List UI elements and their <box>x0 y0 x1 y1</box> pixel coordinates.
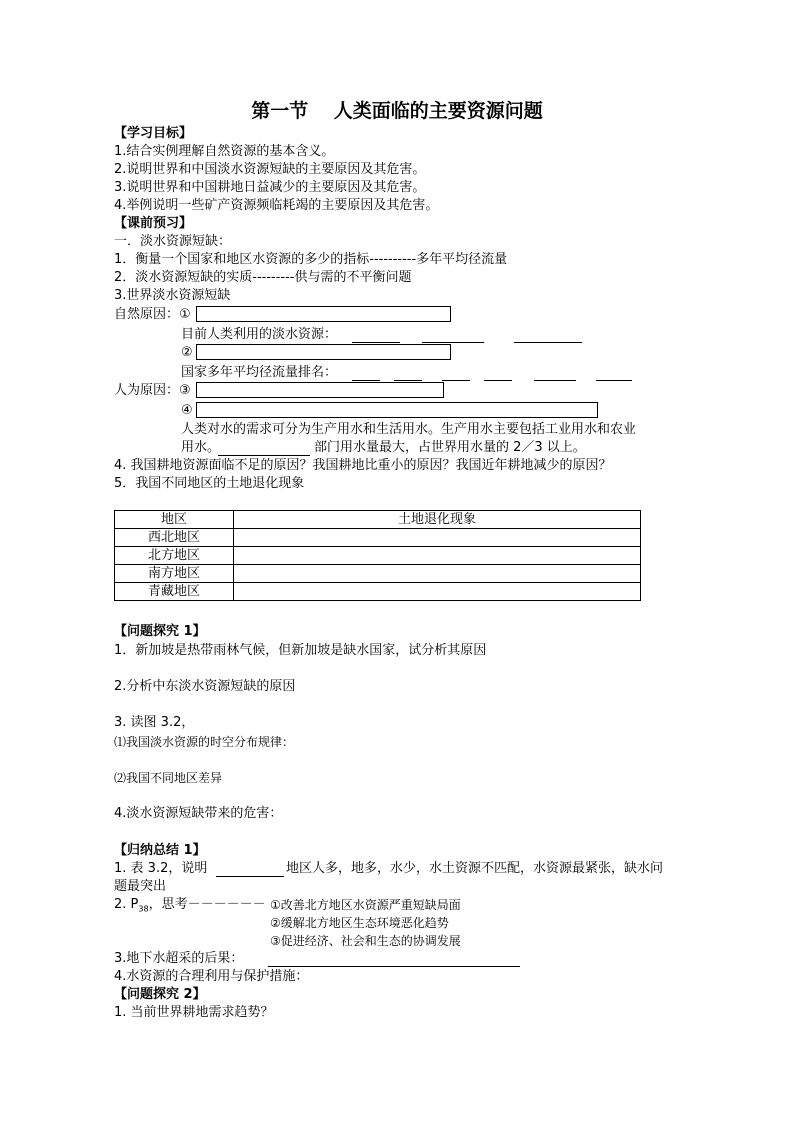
preview-line-4: 4. 我国耕地资源面临不足的原因？我国耕地比重小的原因？我国近年耕地减少的原因？ <box>114 458 612 473</box>
summary1-line-3: 3.地下水超采的后果： <box>114 951 244 966</box>
table-cell-answer[interactable] <box>234 565 641 583</box>
blank-rank-4[interactable] <box>484 379 512 381</box>
explore1-q2: 2.分析中东淡水资源短缺的原因 <box>114 679 296 694</box>
table-row <box>115 547 641 565</box>
page-title: 第一节 人类面临的主要资源问题 <box>251 100 543 122</box>
blank-region[interactable] <box>216 875 284 877</box>
table-row <box>115 529 641 547</box>
table-header-phenomenon: 土地退化现象 <box>234 511 641 529</box>
preview-header: 【课前预习】 <box>114 216 193 231</box>
preview-line-1: 1．衡量一个国家和地区水资源的多少的指标----------多年平均径流量 <box>114 252 508 267</box>
demand-line-2b: 部门用水量最大，占世界用水量的 2／3 以上。 <box>314 440 586 455</box>
blank-groundwater[interactable] <box>268 965 520 967</box>
summary1-p38 <box>114 896 266 919</box>
blank-rank-3[interactable] <box>442 379 470 381</box>
goals-header: 【学习目标】 <box>114 126 193 141</box>
goal-item-1: 1.结合实例理解自然资源的基本含义。 <box>114 144 335 159</box>
circle-4: ④ <box>181 403 193 418</box>
goal-item-2: 2.说明世界和中国淡水资源短缺的主要原因及其危害。 <box>114 162 426 177</box>
land-degradation-table <box>114 510 641 601</box>
explore2-header: 【问题探究 2】 <box>114 987 206 1002</box>
summary1-line-4: 4.水资源的合理利用与保护措施： <box>114 969 309 984</box>
summary1-line-1b: 地区人多，地多，水少，水土资源不匹配，水资源最紧张，缺水问 <box>286 861 664 876</box>
circle-2: ② <box>181 345 193 360</box>
table-cell-region: 南方地区 <box>115 565 234 583</box>
summary1-line-1a: 1. 表 3.2，说明 <box>114 861 208 876</box>
blank-water-3[interactable] <box>514 341 582 343</box>
table-cell-answer[interactable] <box>234 529 641 547</box>
table-row <box>115 583 641 601</box>
blank-rank-6[interactable] <box>596 379 632 381</box>
explore1-q1: 1．新加坡是热带雨林气候，但新加坡是缺水国家，试分析其原因 <box>114 643 487 658</box>
p-subscript: 38 <box>138 904 149 914</box>
table-row <box>115 565 641 583</box>
blank-sector[interactable] <box>218 454 310 456</box>
explore1-q3b: ⑵我国不同地区差异 <box>114 771 223 785</box>
current-water-label: 目前人类利用的淡水资源： <box>181 327 338 342</box>
goal-item-3: 3.说明世界和中国耕地日益减少的主要原因及其危害。 <box>114 180 426 195</box>
answer-box-4[interactable] <box>196 402 598 418</box>
explore2-q1: 1. 当前世界耕地需求趋势？ <box>114 1005 274 1020</box>
blank-rank-2[interactable] <box>394 379 422 381</box>
explore1-header: 【问题探究 1】 <box>114 624 206 639</box>
blank-rank-1[interactable] <box>352 379 380 381</box>
summary1-header: 【归纳总结 1】 <box>114 843 206 858</box>
blank-rank-5[interactable] <box>534 379 576 381</box>
think-item-2: ②缓解北方地区生态环境恶化趋势 <box>270 916 449 930</box>
summary1-line-2: 题最突出 <box>114 879 167 894</box>
table-header-row <box>115 511 641 529</box>
answer-box-1[interactable] <box>196 306 451 322</box>
explore1-q3: 3. 读图 3.2， <box>114 715 195 730</box>
blank-water-1[interactable] <box>352 341 400 343</box>
demand-line-1: 人类对水的需求可分为生产用水和生活用水。生产用水主要包括工业用水和农业 <box>181 422 637 437</box>
think-item-3: ③促进经济、社会和生态的协调发展 <box>270 934 461 948</box>
explore1-q4: 4.淡水资源短缺带来的危害： <box>114 806 283 821</box>
section-freshwater: 一．淡水资源短缺： <box>114 234 232 249</box>
demand-line-2a: 用水。 <box>181 440 221 455</box>
table-cell-answer[interactable] <box>234 583 641 601</box>
table-cell-region: 青藏地区 <box>115 583 234 601</box>
table-header-region: 地区 <box>115 511 234 529</box>
preview-line-3: 3.世界淡水资源短缺 <box>114 288 231 303</box>
preview-line-5: 5．我国不同地区的土地退化现象 <box>114 476 305 491</box>
explore1-q3a: ⑴我国淡水资源的时空分布规律： <box>114 735 295 749</box>
natural-cause-label: 自然原因：① <box>114 307 191 322</box>
table-cell-answer[interactable] <box>234 547 641 565</box>
ranking-label: 国家多年平均径流量排名： <box>181 365 338 380</box>
p-suffix: ，思考－－－－－－ <box>148 897 266 912</box>
blank-water-2[interactable] <box>422 341 484 343</box>
answer-box-3[interactable] <box>196 382 444 398</box>
table-cell-region: 北方地区 <box>115 547 234 565</box>
human-cause-label: 人为原因：③ <box>114 383 191 398</box>
think-item-1: ①改善北方地区水资源严重短缺局面 <box>270 898 461 912</box>
preview-line-2: 2．淡水资源短缺的实质---------供与需的不平衡问题 <box>114 270 412 285</box>
table-cell-region: 西北地区 <box>115 529 234 547</box>
goal-item-4: 4.举例说明一些矿产资源频临耗竭的主要原因及其危害。 <box>114 198 439 213</box>
p-prefix: 2. P <box>114 897 139 912</box>
answer-box-2[interactable] <box>196 344 451 360</box>
